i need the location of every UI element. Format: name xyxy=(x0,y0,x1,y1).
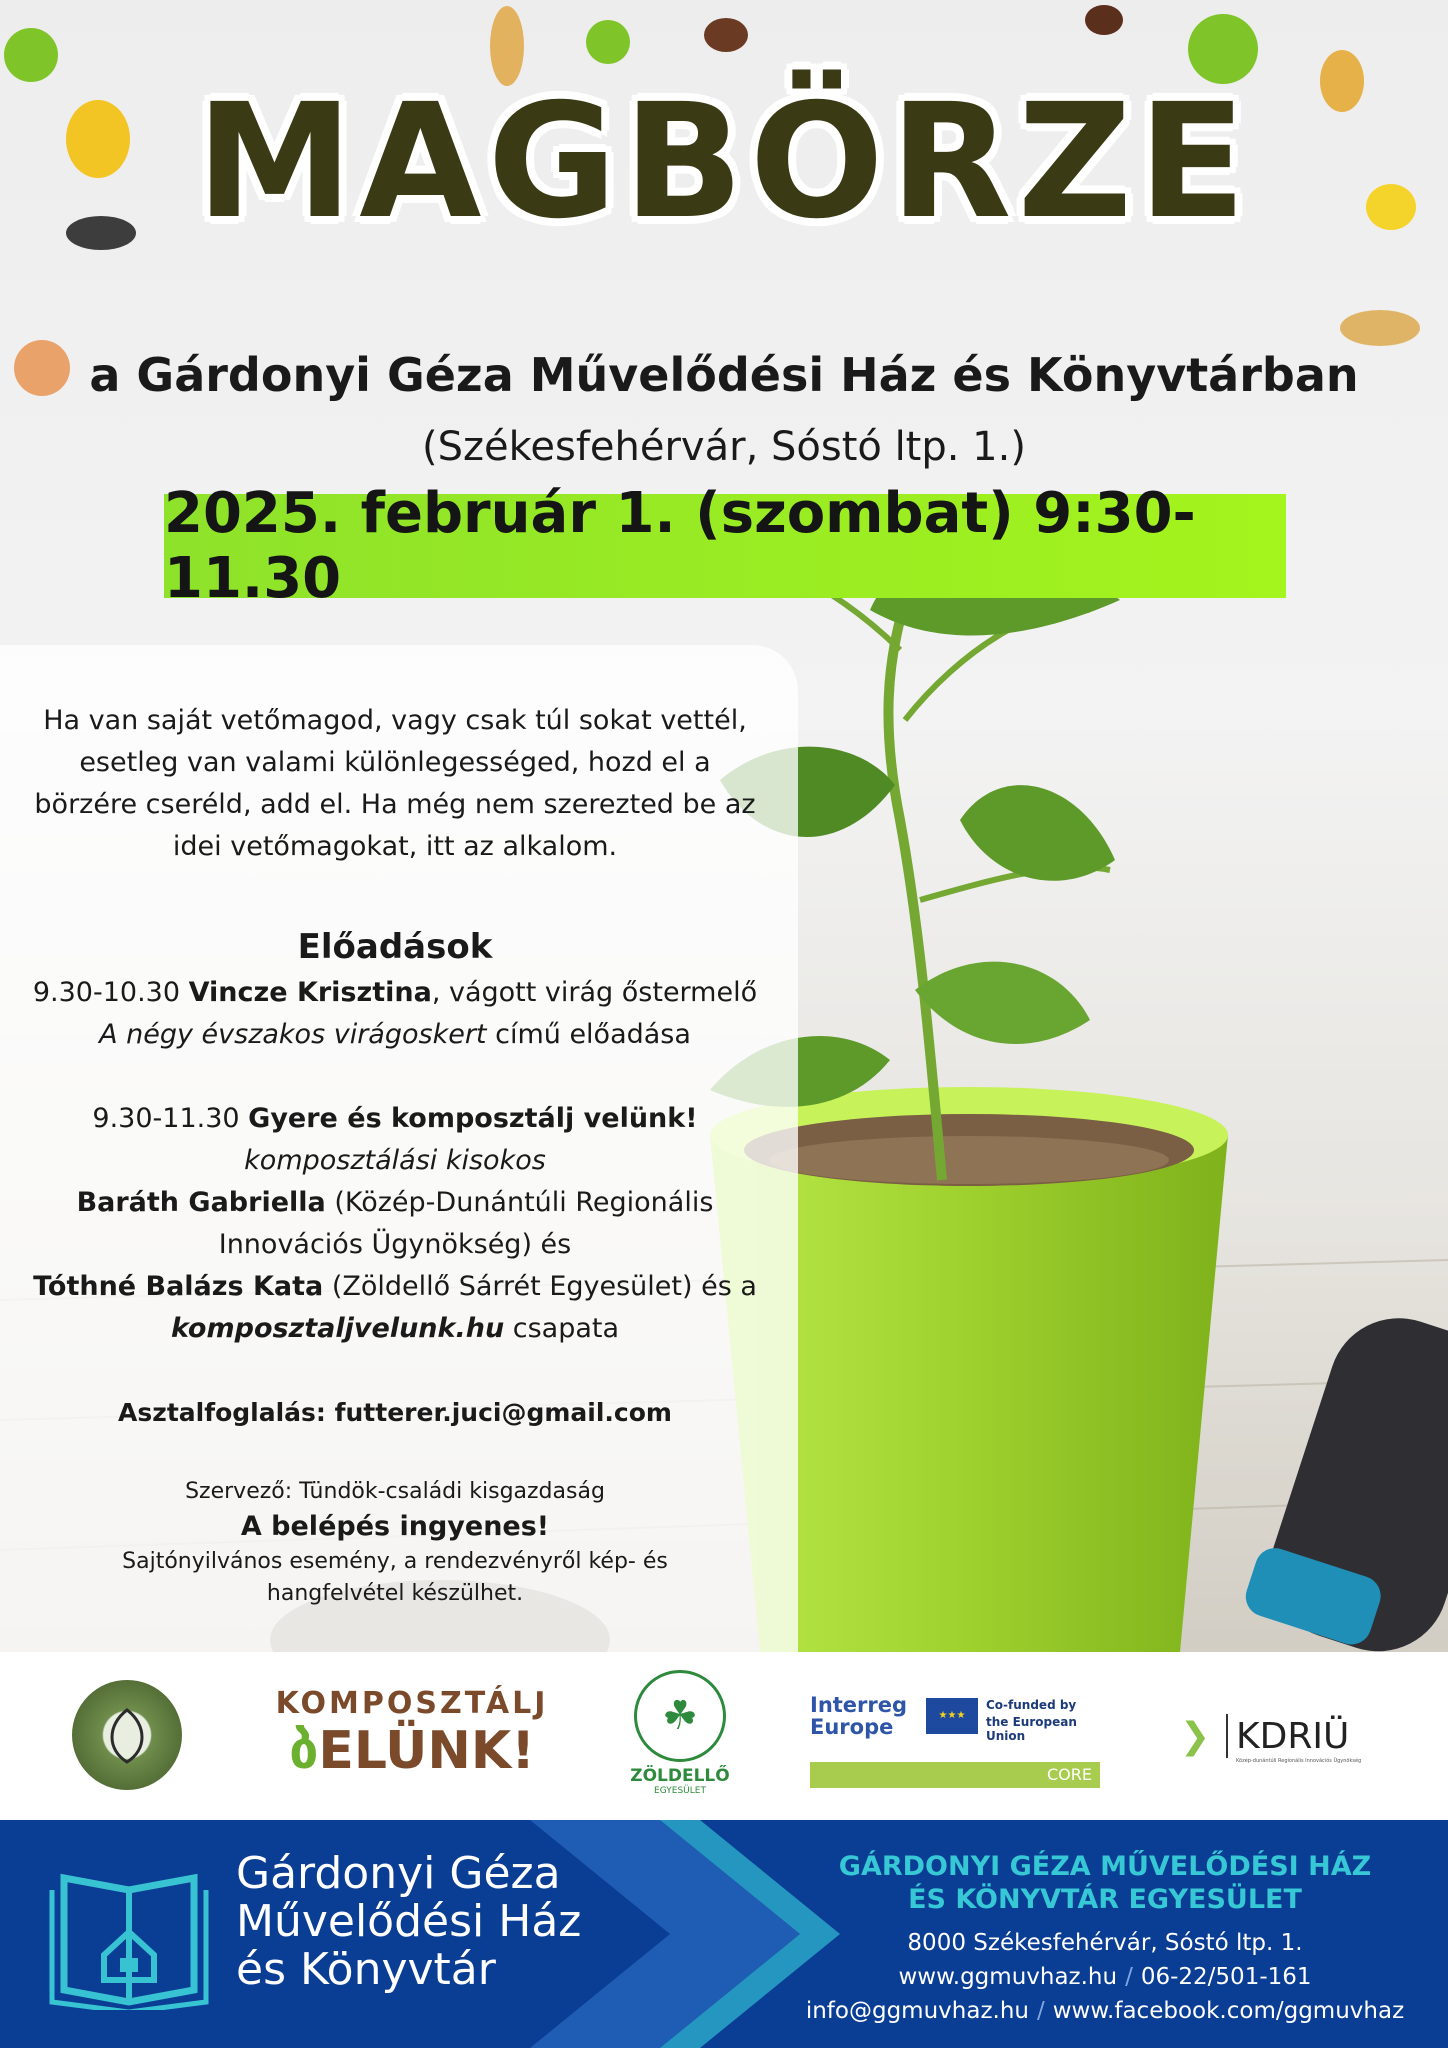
footer-web-row xyxy=(770,1960,1440,1994)
footer-email-row xyxy=(770,1994,1440,2028)
free-entry-text: A belépés ingyenes! xyxy=(240,1511,550,1542)
kdriu-logo xyxy=(1180,1712,1380,1772)
event-details xyxy=(30,700,760,1610)
footer-website-link[interactable]: www.ggmuvhaz.hu xyxy=(898,1964,1118,1990)
lecture-2-org1-cont: Innovációs Ügynökség) és xyxy=(218,1229,572,1260)
intro-line: Ha van saját vetőmagod, vagy csak túl sokat vettél, xyxy=(43,705,747,736)
lecture-1-suffix: című előadása xyxy=(486,1019,691,1050)
seed-decoration xyxy=(704,18,748,52)
sprout-icon: ბ xyxy=(289,1721,319,1781)
lecture-2-person2: Tóthné Balázs Kata xyxy=(33,1271,324,1302)
footer xyxy=(0,1820,1448,2048)
core-bar xyxy=(810,1762,1100,1788)
eu-flag-icon: ★★★ xyxy=(926,1698,978,1734)
lecture-2-site-line xyxy=(30,1308,760,1350)
lecture-2-line xyxy=(30,1098,760,1140)
lecture-1-speaker: Vincze Krisztina xyxy=(188,977,432,1008)
date-banner xyxy=(164,481,1286,611)
interreg-line2: Europe xyxy=(810,1715,894,1739)
lecture-2-site-suffix: csapata xyxy=(504,1313,620,1344)
lecture-1-time: 9.30-10.30 xyxy=(32,977,189,1008)
booking-email[interactable]: Asztalfoglalás: futterer.juci@gmail.com xyxy=(118,1398,672,1427)
eu-line1: Co-funded by xyxy=(986,1698,1077,1712)
zoldello-logo xyxy=(630,1670,730,1796)
kompostalj-line1: KOMPOSZTÁLJ xyxy=(275,1686,549,1721)
footer-separator: / xyxy=(1125,1964,1133,1990)
footer-name-line: és Könyvtár xyxy=(236,1944,496,1995)
lecture-1-title: A négy évszakos virágoskert xyxy=(99,1019,487,1050)
lectures-heading: Előadások xyxy=(297,927,493,967)
kompost-website-link[interactable]: komposztaljvelunk.hu xyxy=(170,1313,505,1344)
venue-subtitle: a Gárdonyi Géza Művelődési Ház és Könyvtárban xyxy=(89,348,1359,402)
venue-address: (Székesfehérvár, Sóstó ltp. 1.) xyxy=(422,424,1026,470)
footer-phone[interactable]: 06-22/501-161 xyxy=(1140,1964,1312,1990)
kompostalj-line2-row xyxy=(262,1721,562,1781)
lecture-2-person2-line xyxy=(30,1266,760,1308)
kdriu-sub: Közép-dunántúli Regionális Innovációs Ügynökség xyxy=(1236,1758,1362,1764)
interreg-line1: Interreg xyxy=(810,1693,908,1717)
seed-decoration xyxy=(586,20,630,64)
footer-institution-name xyxy=(236,1850,581,1994)
zoldello-emblem-icon: ☘ xyxy=(634,1670,726,1762)
footer-association xyxy=(780,1850,1430,1916)
eu-line2: the European Union xyxy=(986,1715,1077,1743)
footer-org-line: ÉS KÖNYVTÁR EGYESÜLET xyxy=(908,1884,1302,1915)
lecture-2-subtitle: komposztálási kisokos xyxy=(244,1145,546,1176)
seed-decoration xyxy=(1340,310,1420,346)
kdriu-name: KDRIÜ xyxy=(1236,1716,1350,1757)
seed-decoration xyxy=(1085,5,1123,35)
lecture-2-title: Gyere és komposztálj velünk! xyxy=(248,1103,698,1134)
tundok-logo xyxy=(72,1680,182,1790)
lecture-1-title-line xyxy=(30,1014,760,1056)
lecture-2-org2: (Zöldellő Sárrét Egyesület) és a xyxy=(323,1271,757,1302)
footer-org-line: GÁRDONYI GÉZA MŰVELŐDÉSI HÁZ xyxy=(838,1851,1372,1882)
lecture-1-role: , vágott virág őstermelő xyxy=(431,977,758,1008)
lecture-2-time: 9.30-11.30 xyxy=(92,1103,249,1134)
lecture-2-person1: Baráth Gabriella xyxy=(76,1187,326,1218)
partner-logos xyxy=(0,1652,1448,1820)
library-book-icon xyxy=(44,1860,214,2010)
event-date: 2025. február 1. (szombat) 9:30-11.30 xyxy=(164,481,1196,611)
lecture-1-line xyxy=(30,972,760,1014)
zoldello-sub: EGYESÜLET xyxy=(654,1786,706,1796)
lecture-2-org1: (Közép-Dunántúli Regionális xyxy=(325,1187,714,1218)
kompostalj-line2: ELÜNK! xyxy=(318,1721,535,1781)
footer-address: 8000 Székesfehérvár, Sóstó ltp. 1. xyxy=(907,1930,1303,1956)
footer-name-line: Gárdonyi Géza xyxy=(236,1848,561,1899)
kdriu-mark-icon: ❯ xyxy=(1180,1716,1211,1757)
intro-line: börzére cseréld, add el. Ha még nem szerezted be az xyxy=(34,789,756,820)
footer-contact xyxy=(770,1926,1440,2028)
footer-facebook-link[interactable]: www.facebook.com/ggmuvhaz xyxy=(1052,1998,1405,2024)
organizer-text: Szervező: Tündök-családi kisgazdaság xyxy=(185,1479,605,1504)
kompostalj-logo xyxy=(262,1686,562,1781)
lecture-2-person1-line xyxy=(30,1182,760,1224)
footer-name-line: Művelődési Ház xyxy=(236,1896,582,1947)
poster-title: MAGBÖRZE xyxy=(195,70,1253,254)
intro-line: esetleg van valami különlegességed, hozd el a xyxy=(79,747,711,778)
footer-email-link[interactable]: info@ggmuvhaz.hu xyxy=(805,1998,1029,2024)
interreg-logo xyxy=(810,1694,1100,1804)
kdriu-divider xyxy=(1226,1714,1228,1758)
footer-separator: / xyxy=(1036,1998,1045,2024)
intro-line: idei vetőmagokat, itt az alkalom. xyxy=(172,831,618,862)
zoldello-name: ZÖLDELLŐ xyxy=(630,1766,730,1786)
press-note: Sajtónyilvános esemény, a rendezvényről kép- és hangfelvétel készülhet. xyxy=(122,1549,668,1606)
leaf-icon xyxy=(72,1680,182,1790)
core-label: CORE xyxy=(1047,1765,1092,1784)
